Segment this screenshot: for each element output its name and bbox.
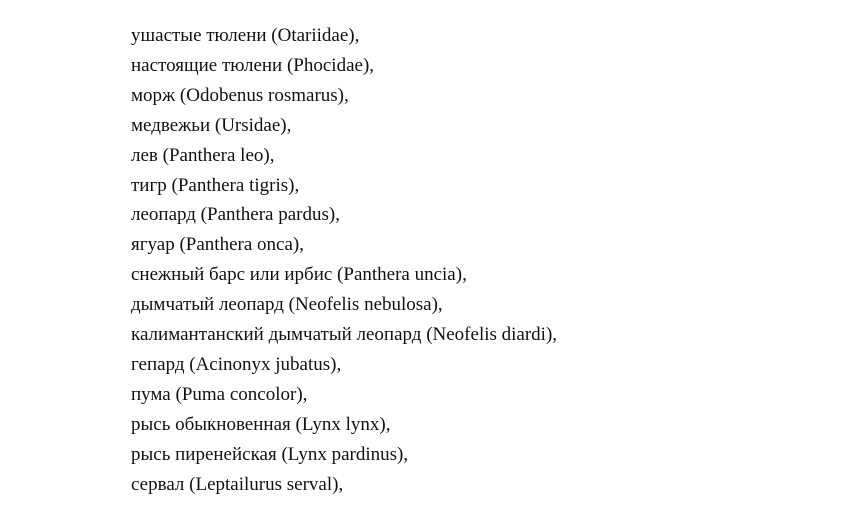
- list-item: дымчатый леопард (Neofelis nebulosa),: [131, 294, 443, 316]
- list-item: гепард (Acinonyx jubatus),: [131, 353, 342, 375]
- list-item: калимантанский дымчатый леопард (Neofelis diardi),: [131, 324, 558, 346]
- list-item: сервал (Leptailurus serval),: [131, 473, 344, 495]
- list-item: лев (Panthera leo),: [131, 144, 275, 166]
- list-item: снежный барс или ирбис (Panthera uncia),: [131, 264, 467, 286]
- list-item: морж (Odobenus rosmarus),: [131, 84, 349, 106]
- list-item: рысь обыкновенная (Lynx lynx),: [131, 413, 391, 435]
- list-item: пума (Puma concolor),: [131, 383, 308, 405]
- list-item: леопард (Panthera pardus),: [131, 204, 340, 226]
- list-item: настоящие тюлени (Phocidae),: [131, 54, 375, 76]
- list-item: ушастые тюлени (Otariidae),: [131, 25, 360, 46]
- list-item: медвежьи (Ursidae),: [131, 114, 292, 136]
- list-item: рысь пиренейская (Lynx pardinus),: [131, 443, 409, 465]
- species-list: [131, 21, 557, 500]
- list-item: тигр (Panthera tigris),: [131, 174, 300, 196]
- list-item: ягуар (Panthera onca),: [131, 234, 304, 256]
